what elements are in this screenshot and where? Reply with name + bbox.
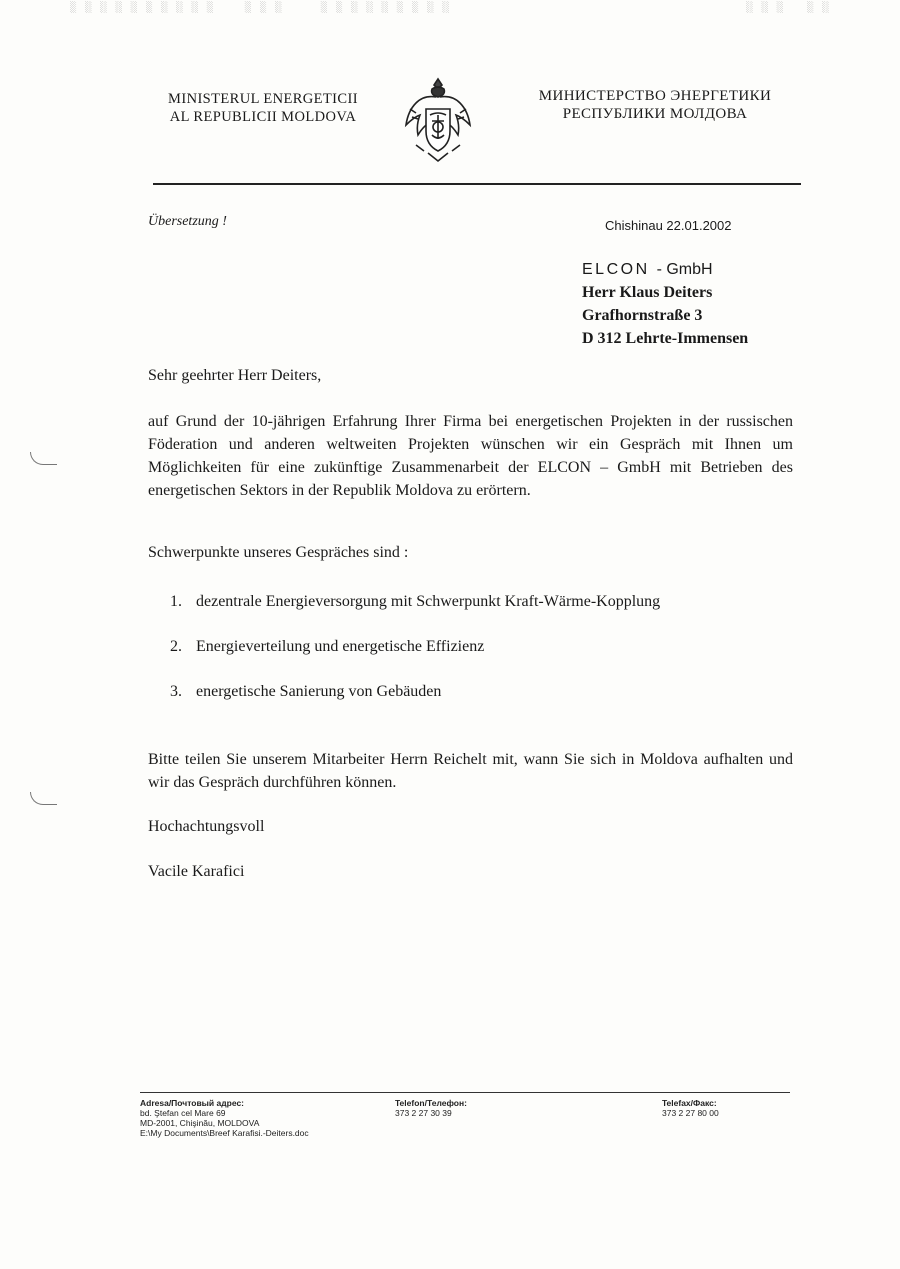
- list-text: Energieverteilung und energetische Effizienz: [196, 638, 485, 655]
- list-number: 2.: [170, 638, 182, 655]
- company-name: ELCON: [582, 261, 650, 278]
- footer-fax-number: 373 2 27 80 00: [662, 1108, 719, 1118]
- list-item: [170, 638, 484, 656]
- body-paragraph: auf Grund der 10-jährigen Erfahrung Ihrer Firma bei energetischen Projekten in der russischen Föderation und anderen weltweiten Projekten wünschen wir ein Gespräch mit Ihnen um Möglichkeiten für eine zukünftige Zusammenarbeit der ELCON – GmbH mit Betrieben des energetischen Sektors in der Republik Moldova zu erörtern.: [148, 413, 793, 499]
- company-suffix: - GmbH: [656, 261, 713, 278]
- recipient-address: [582, 258, 748, 350]
- coat-of-arms-icon: [402, 75, 474, 165]
- footer-fax: [662, 1098, 719, 1118]
- fax-transmission-header: ░ ░ ░ ░ ░ ░ ░ ░ ░ ░ ░ ░ ░ ░ ░ ░ ░ ░ ░ ░ ░ ░ ░ ░ ░ ░ ░: [70, 2, 830, 14]
- list-number: 3.: [170, 683, 182, 700]
- translation-note: Übersetzung !: [148, 214, 227, 229]
- recipient-street: Grafhornstraße 3: [582, 307, 703, 324]
- signatory-name: Vacile Karafici: [148, 863, 245, 880]
- footer-address: [140, 1098, 309, 1138]
- margin-mark: [30, 792, 57, 805]
- ministry-line: РЕСПУБЛИКИ МОЛДОВА: [562, 106, 748, 122]
- margin-mark: [30, 452, 57, 465]
- place-and-date: Chishinau 22.01.2002: [605, 218, 732, 233]
- footer-address-line: bd. Ştefan cel Mare 69: [140, 1108, 226, 1118]
- header-rule: [153, 183, 801, 185]
- recipient-name: Herr Klaus Deiters: [582, 284, 713, 301]
- list-text: dezentrale Energieversorgung mit Schwerpunkt Kraft-Wärme-Kopplung: [196, 593, 661, 610]
- recipient-city: D 312 Lehrte-Immensen: [582, 330, 749, 347]
- focus-intro: Schwerpunkte unseres Gespräches sind :: [148, 544, 409, 561]
- footer-fax-label: Telefax/Факс:: [662, 1098, 717, 1108]
- footer-phone: [395, 1098, 467, 1118]
- footer-address-label: Adresa/Почтовый адрес:: [140, 1098, 245, 1108]
- ministry-name-romanian: [148, 90, 378, 126]
- list-text: energetische Sanierung von Gebäuden: [196, 683, 442, 700]
- recipient-company: [582, 258, 748, 281]
- footer-rule: [140, 1092, 790, 1093]
- ministry-name-russian: [510, 87, 800, 123]
- footer-phone-number: 373 2 27 30 39: [395, 1108, 452, 1118]
- closing-regards: Hochachtungsvoll: [148, 818, 265, 835]
- ministry-line: МИНИСТЕРСТВО ЭНЕРГЕТИКИ: [538, 88, 772, 104]
- ministry-line: MINISTERUL ENERGETICII: [168, 91, 358, 107]
- ministry-line: AL REPUBLICII MOLDOVA: [169, 109, 357, 125]
- footer-phone-label: Telefon/Телефон:: [395, 1098, 467, 1108]
- footer-file-path: E:\My Documents\Breef Karafisi.-Deiters.doc: [140, 1128, 309, 1138]
- list-item: [170, 683, 441, 701]
- salutation: Sehr geehrter Herr Deiters,: [148, 367, 322, 384]
- footer-address-line: MD-2001, Chişinău, MOLDOVA: [140, 1118, 260, 1128]
- list-number: 1.: [170, 593, 182, 610]
- closing-paragraph: Bitte teilen Sie unserem Mitarbeiter Herrn Reichelt mit, wann Sie sich in Moldova aufhalten und wir das Gespräch durchführen können.: [148, 751, 793, 791]
- list-item: [170, 593, 660, 611]
